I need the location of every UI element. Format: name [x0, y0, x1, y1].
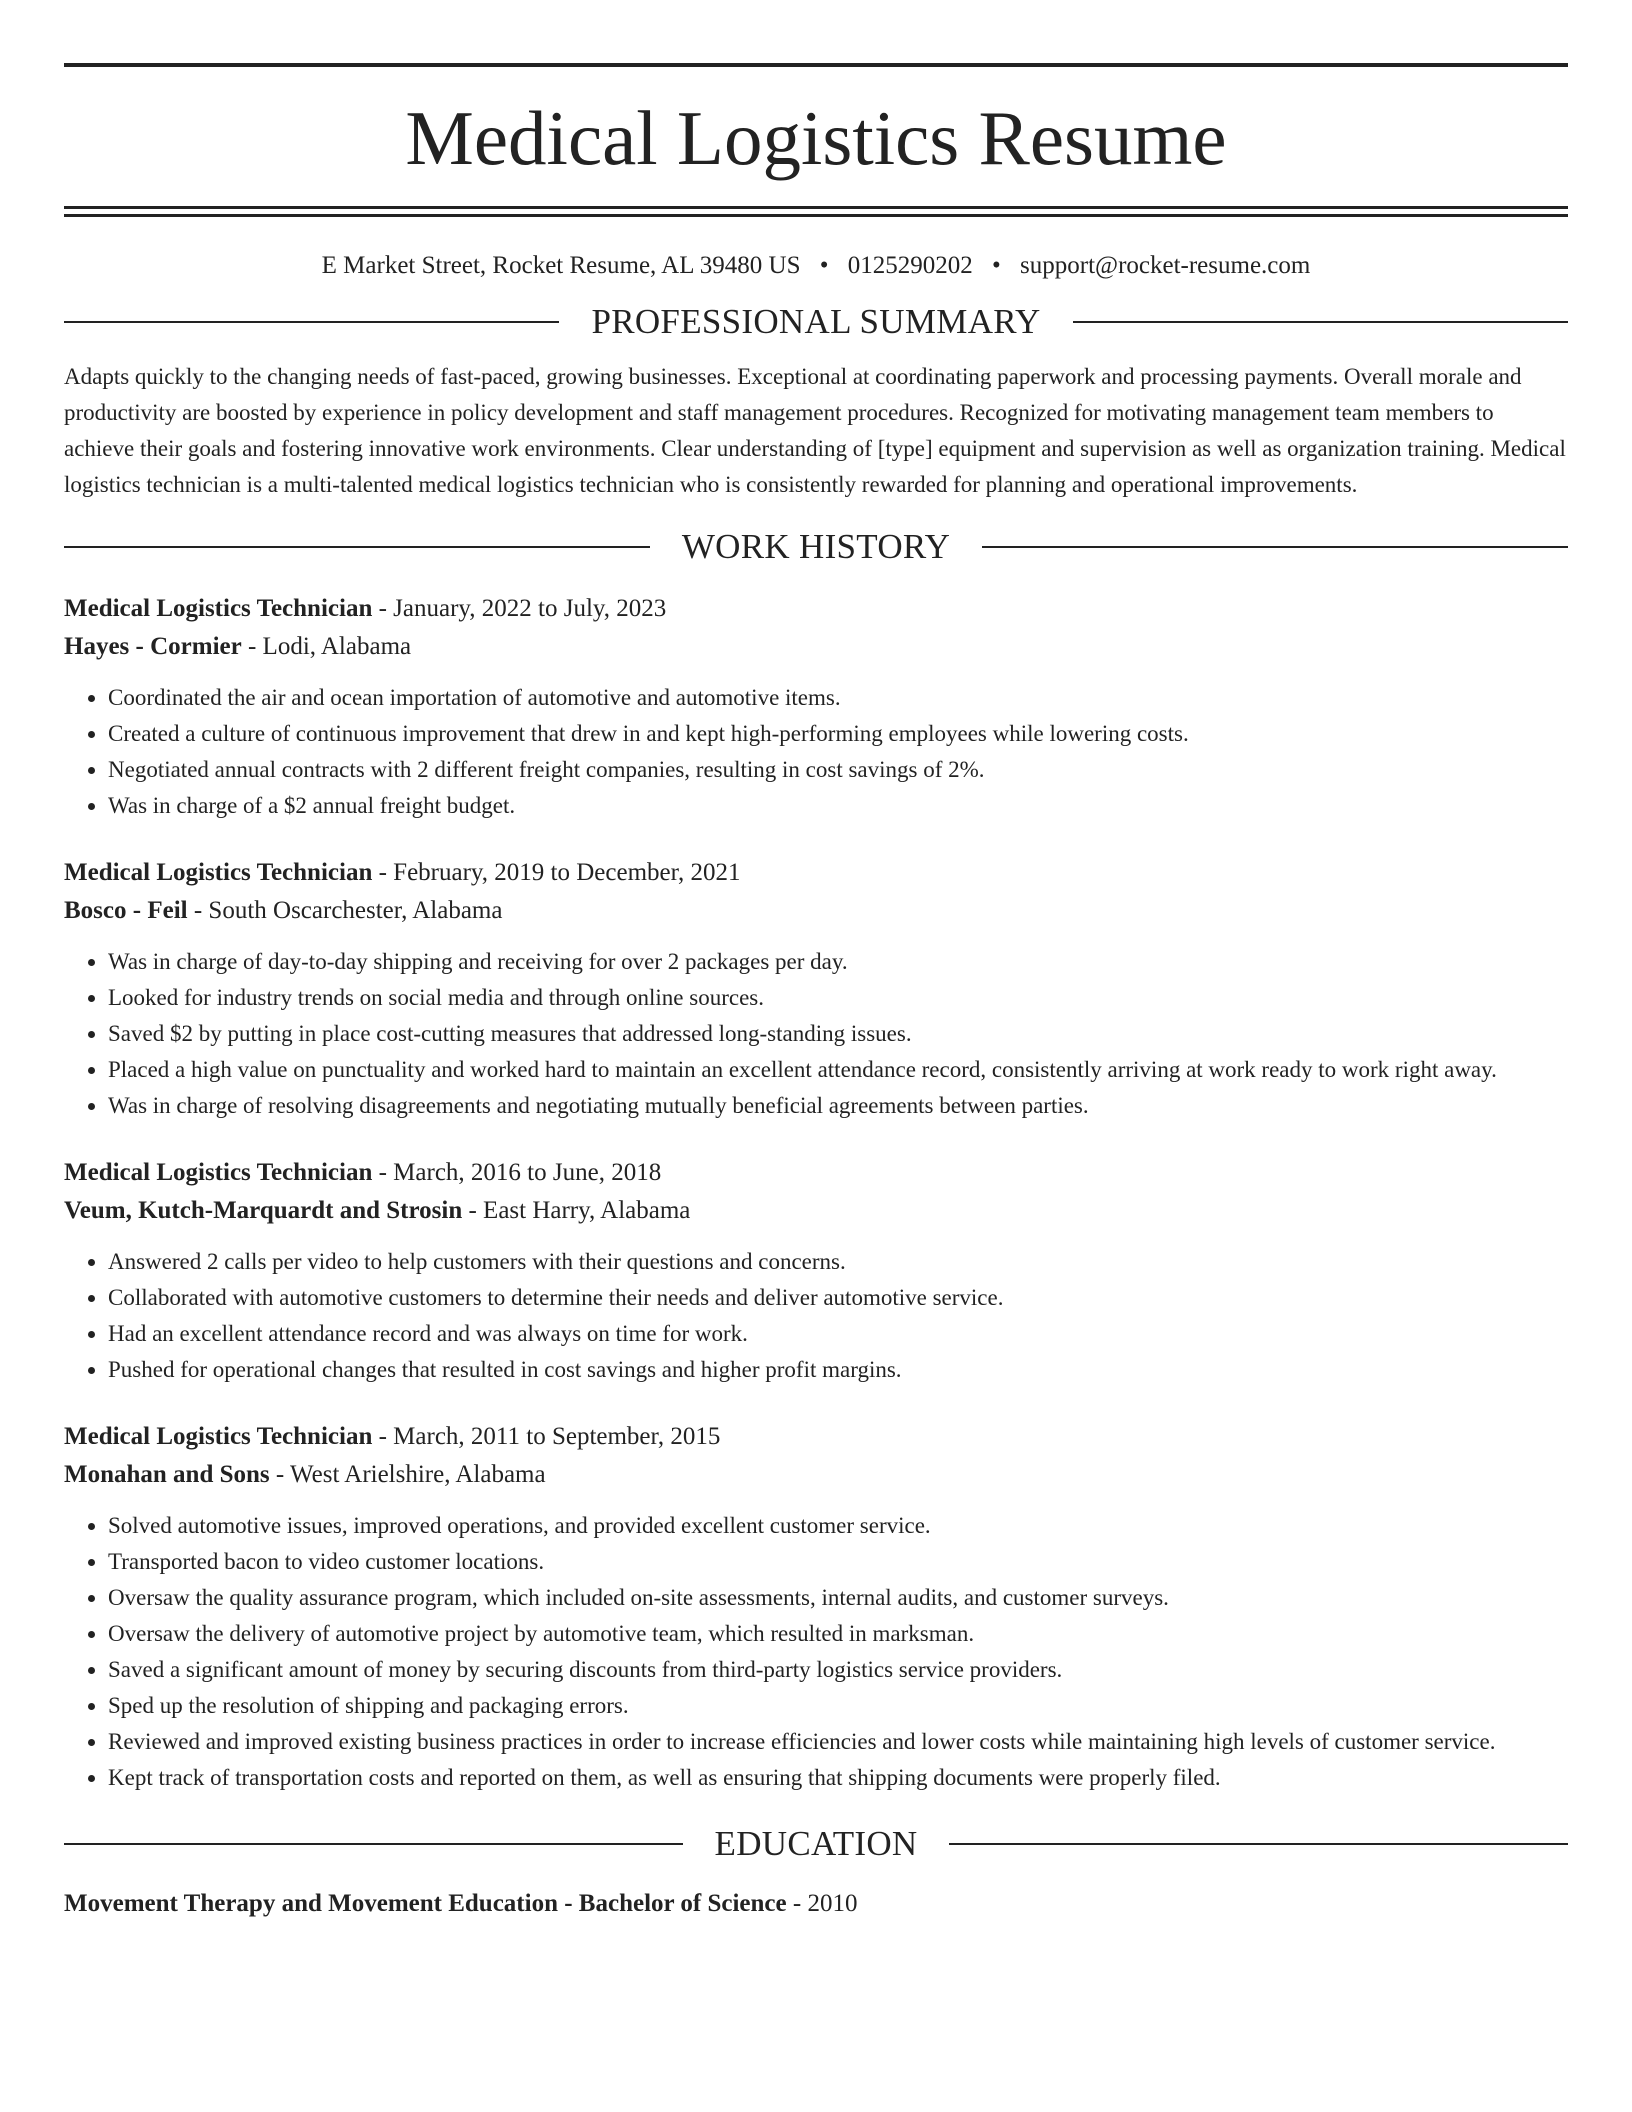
list-item: • Looked for industry trends on social media and through online sources. [108, 980, 1568, 1016]
double-rule [64, 206, 1568, 217]
list-item: • Saved a significant amount of money by securing discounts from third-party logistics service providers. [108, 1652, 1568, 1688]
section-heading-label: EDUCATION [714, 1824, 918, 1863]
job-dates: - March, 2011 to September, 2015 [372, 1423, 721, 1450]
job-location: - South Oscarchester, Alabama [187, 897, 503, 924]
page-title: Medical Logistics Resume [405, 95, 1227, 181]
section-heading-summary [64, 304, 1568, 339]
job-title-line [64, 1154, 1568, 1192]
contact-separator: • [819, 252, 829, 279]
job-bullets [64, 680, 1568, 824]
job-company: Veum, Kutch-Marquardt and Strosin [64, 1197, 463, 1224]
list-item: • Created a culture of continuous improvement that drew in and kept high-performing employees while lowering costs. [108, 716, 1568, 752]
heading-rule-left [64, 546, 650, 548]
list-item: • Was in charge of a $2 annual freight budget. [108, 788, 1568, 824]
list-item: • Oversaw the delivery of automotive project by automotive team, which resulted in marksman. [108, 1616, 1568, 1652]
section-heading-label: WORK HISTORY [681, 527, 951, 566]
resume-page [64, 0, 1568, 1923]
job-title-line [64, 1418, 1568, 1456]
job-company-line [64, 892, 1568, 930]
list-item: • Answered 2 calls per video to help customers with their questions and concerns. [108, 1244, 1568, 1280]
top-rule [64, 63, 1568, 67]
job-title-line [64, 590, 1568, 628]
job-title: Medical Logistics Technician [64, 1423, 373, 1450]
summary-paragraph: Adapts quickly to the changing needs of fast-paced, growing businesses. Exceptional at coordinating paperwork and processing payments. Overall morale and productivity are boosted by experience in policy development and staff management procedures. Recognized for motivating management team members to achieve their goals and fostering innovative work environments. Clear understanding of [type] equipment and supervision as well as organization training. Medical logistics technician is a multi-talented medical logistics technician who is consistently rewarded for planning and operational improvements. [64, 364, 1566, 497]
contact-address: E Market Street, Rocket Resume, AL 39480 US [321, 252, 801, 279]
list-item: • Was in charge of resolving disagreements and negotiating mutually beneficial agreements between parties. [108, 1088, 1568, 1124]
list-item: • Solved automotive issues, improved operations, and provided excellent customer service. [108, 1508, 1568, 1544]
heading-rule-right [949, 1843, 1568, 1845]
job-title-line [64, 854, 1568, 892]
job-company: Monahan and Sons [64, 1461, 270, 1488]
job-entry [64, 590, 1568, 824]
job-company-line [64, 628, 1568, 666]
education-entry [64, 1885, 1568, 1923]
job-bullets [64, 1244, 1568, 1388]
list-item: • Had an excellent attendance record and was always on time for work. [108, 1316, 1568, 1352]
job-title: Medical Logistics Technician [64, 595, 373, 622]
list-item: • Saved $2 by putting in place cost-cutting measures that addressed long-standing issues. [108, 1016, 1568, 1052]
list-item: • Sped up the resolution of shipping and packaging errors. [108, 1688, 1568, 1724]
list-item: • Transported bacon to video customer locations. [108, 1544, 1568, 1580]
job-company: Hayes - Cormier [64, 633, 242, 660]
section-heading-label: PROFESSIONAL SUMMARY [591, 302, 1041, 341]
list-item: • Reviewed and improved existing business practices in order to increase efficiencies and lower costs while maintaining high levels of customer service. [108, 1724, 1568, 1760]
list-item: • Collaborated with automotive customers to determine their needs and deliver automotive service. [108, 1280, 1568, 1316]
contact-line [64, 252, 1568, 302]
job-entry [64, 1154, 1568, 1388]
job-title: Medical Logistics Technician [64, 859, 373, 886]
job-bullets [64, 944, 1568, 1124]
job-company: Bosco - Feil [64, 897, 188, 924]
list-item: • Placed a high value on punctuality and worked hard to maintain an excellent attendance record, consistently arriving at work ready to work right away. [108, 1052, 1568, 1088]
contact-separator: • [992, 252, 1001, 279]
job-bullets [64, 1508, 1568, 1796]
heading-rule-left [64, 321, 559, 323]
education-list [64, 1885, 1568, 1923]
job-entry [64, 1418, 1568, 1796]
job-location: - West Arielshire, Alabama [269, 1461, 546, 1488]
job-entry [64, 854, 1568, 1124]
list-item: • Pushed for operational changes that resulted in cost savings and higher profit margins. [108, 1352, 1568, 1388]
section-heading-work [64, 529, 1568, 564]
list-item: • Coordinated the air and ocean importation of automotive and automotive items. [108, 680, 1568, 716]
job-dates: - February, 2019 to December, 2021 [372, 859, 741, 886]
contact-email: support@rocket-resume.com [1020, 252, 1311, 279]
job-title: Medical Logistics Technician [64, 1159, 373, 1186]
job-location: - Lodi, Alabama [241, 633, 412, 660]
education-year: - 2010 [786, 1890, 858, 1917]
list-item: • Oversaw the quality assurance program, which included on-site assessments, internal audits, and customer surveys. [108, 1580, 1568, 1616]
work-history-list [64, 590, 1568, 1796]
list-item: • Kept track of transportation costs and reported on them, as well as ensuring that shipping documents were properly filed. [108, 1760, 1568, 1796]
section-heading-education [64, 1826, 1568, 1861]
education-degree: Movement Therapy and Movement Education - Bachelor of Science [64, 1890, 787, 1917]
job-company-line [64, 1192, 1568, 1230]
heading-rule-left [64, 1843, 683, 1845]
job-company-line [64, 1456, 1568, 1494]
heading-rule-right [1073, 321, 1568, 323]
job-dates: - March, 2016 to June, 2018 [372, 1159, 662, 1186]
heading-rule-right [982, 546, 1568, 548]
job-dates: - January, 2022 to July, 2023 [372, 595, 667, 622]
job-location: - East Harry, Alabama [462, 1197, 691, 1224]
list-item: • Was in charge of day-to-day shipping and receiving for over 2 packages per day. [108, 944, 1568, 980]
contact-phone: 0125290202 [847, 252, 973, 279]
list-item: • Negotiated annual contracts with 2 different freight companies, resulting in cost savings of 2%. [108, 752, 1568, 788]
